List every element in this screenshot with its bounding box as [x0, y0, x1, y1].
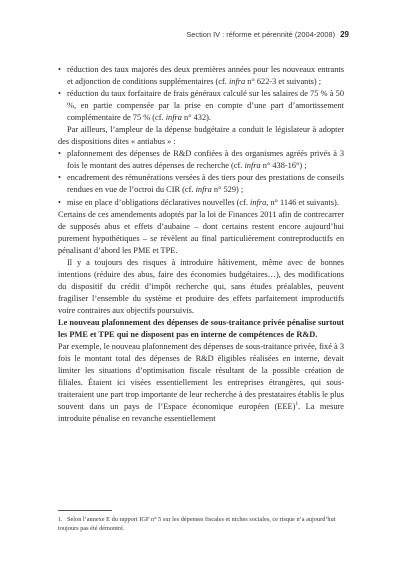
- page-number: 29: [340, 30, 349, 39]
- paragraph-ampleur: Par ailleurs, l’ampleur de la dépense budgétaire a conduit le législateur à adopter des dispositions dites « antiabus » :: [58, 125, 344, 147]
- bullet-icon: •: [58, 65, 61, 74]
- bullet-icon: •: [58, 89, 61, 99]
- body-text: [58, 64, 344, 425]
- bullet-list-rate-changes: [58, 64, 344, 124]
- list-item: • plafonnement des dépenses de R&D confiées à des organismes agréés privés à 3 fois le montant des autres dépenses de recherche (cf. infra n° 438-16°) ;: [58, 149, 344, 171]
- footnote-reference: 1: [295, 401, 299, 408]
- bullet-list-antiabus: [58, 148, 344, 208]
- bullet-icon: •: [58, 173, 61, 183]
- running-header: [186, 30, 349, 39]
- paragraph-amendements: Certains de ces amendements adoptés par la loi de Finances 2011 afin de contrecarrer de supposés abus et effets d’aubaine – dont certains restent encore aujourd’hui purement hypothétiques – se révèlent au final particulièrement contreproductifs en pénalisant d’abord les PME et TPE.: [58, 209, 344, 255]
- section-title: Section IV : réforme et pérennité (2004-2008): [186, 30, 336, 39]
- footnote-number: 1.: [58, 516, 63, 523]
- bullet-icon: •: [58, 197, 61, 207]
- list-item: • réduction des taux majorés des deux premières années pour les nouveaux entrants et adjonction de conditions supplémentaires (cf. infra n° 622-3 et suivants) ;: [58, 65, 344, 87]
- bullet-icon: •: [58, 149, 61, 159]
- paragraph-exemple: Par exemple, le nouveau plafonnement des dépenses de sous-traitance privée, fixé à 3 fois le montant total des dépenses de R&D éligibles réalisées en interne, devait limiter les situations d’optimisation fiscale résultant de la possible création de filiales. Étaient ici visées essentiellement les entreprises étrangères, qui sous-traiteraient une part trop importante de leur recherche à des prestataires établis le plus souvent dans un pays de l’Espace économique européen (EEE)$^1$. La mesure introduite pénalise en revanche essentiellement: [58, 342, 345, 424]
- footnote-text: Selon l’annexe E du rapport IGF n° 5 sur les dépenses fiscales et niches sociales, ce risque n’a aujourd’hui toujours pas été démontré.: [58, 516, 336, 533]
- footnote: [58, 515, 344, 534]
- list-item: • encadrement des rémunérations versées à des tiers pour des prestations de conseils rendues en vue de l’octroi du CIR (cf. infra n° 529) ;: [58, 173, 344, 195]
- list-item: • mise en place d’obligations déclaratives nouvelles (cf. infra, n° 1146 et suivants).: [58, 197, 344, 209]
- footnote-rule: [58, 510, 112, 511]
- section-heading: Le nouveau plafonnement des dépenses de sous-traitance privée pénalise surtout les PME et TPE qui ne disposent pas en interne de compétences de R&D.: [58, 317, 344, 340]
- paragraph-risques: Il y a toujours des risques à introduire hâtivement, même avec de bonnes intentions (réduire des abus, faire des économies budgétaires…), des modifications du dispositif du crédit d’impôt recherche qui, sans études préalables, peuvent fragiliser l’ensemble du système et produire des effets parfaitement improductifs voire contraires aux objectifs poursuivis.: [58, 257, 344, 315]
- list-item: • réduction du taux forfaitaire de frais généraux calculé sur les salaires de 75 % à 50 %, en partie compensée par la prise en compte d’une part d’amortissement complémentaire de 75 % (cf. infra n° 432).: [58, 89, 344, 123]
